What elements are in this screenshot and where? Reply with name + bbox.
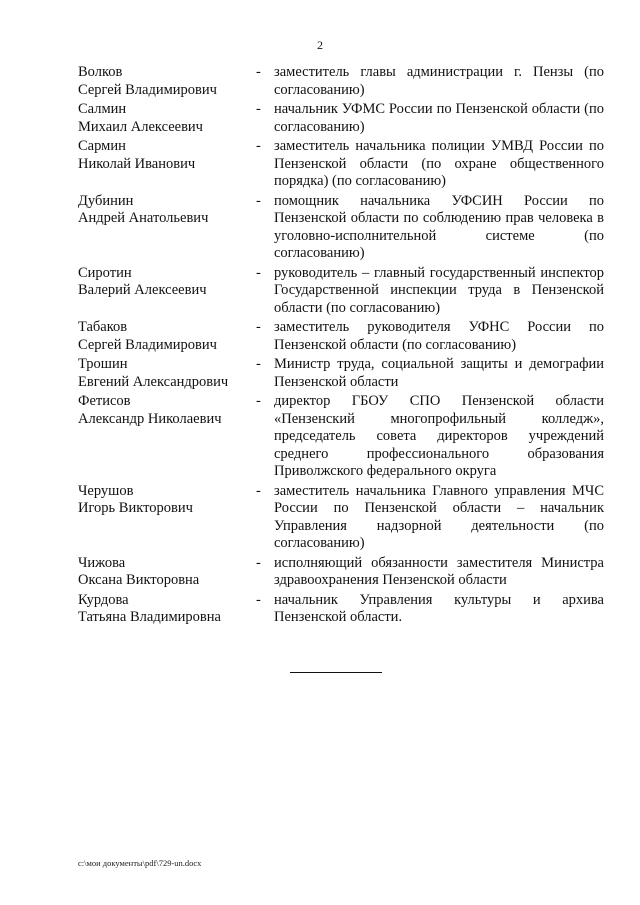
roster-entry	[78, 592, 606, 627]
file-path-footer: c:\мои документы\pdf\729-un.docx	[78, 858, 202, 868]
member-name	[78, 193, 256, 263]
roster-entry	[78, 193, 606, 263]
member-given-names: Михаил Алексеевич	[78, 118, 203, 135]
member-surname: Волков	[78, 64, 123, 80]
member-surname: Курдова	[78, 591, 129, 608]
member-surname: Сиротин	[78, 264, 132, 281]
member-position: начальник УФМС России по Пензенской области (по согласованию)	[274, 101, 604, 135]
separator-dash: -	[256, 101, 261, 117]
member-given-names: Николай Иванович	[78, 155, 196, 172]
separator-dash: -	[256, 482, 261, 499]
separator-dash: -	[256, 64, 261, 80]
member-position: руководитель – главный государственный инспектор Государственной инспекции труда в Пензенской области (по согласованию)	[274, 264, 604, 316]
member-position: заместитель руководителя УФНС России по Пензенской области (по согласованию)	[274, 319, 604, 353]
separator-dash: -	[256, 356, 261, 372]
member-given-names: Татьяна Владимировна	[78, 609, 221, 625]
separator-dash: -	[256, 393, 261, 409]
member-surname: Салмин	[78, 101, 127, 117]
member-position: исполняющий обязанности заместителя Министра здравоохранения Пензенской области	[274, 554, 604, 588]
member-surname: Фетисов	[78, 393, 131, 409]
member-given-names: Валерий Алексеевич	[78, 282, 207, 298]
member-position: заместитель начальника Главного управления МЧС России по Пензенской области – начальник Управления надзорной деятельности (по согласованию)	[274, 482, 604, 551]
separator-dash: -	[256, 264, 261, 281]
roster-entry	[78, 101, 606, 136]
roster-entry	[78, 393, 606, 481]
member-position: заместитель начальника полиции УМВД России по Пензенской области (по охране общественного порядка) (по согласованию)	[274, 138, 604, 189]
member-given-names: Андрей Анатольевич	[78, 210, 209, 226]
member-surname: Трошин	[78, 356, 128, 372]
member-given-names: Игорь Викторович	[78, 500, 193, 516]
member-given-names: Евгений Александрович	[78, 373, 229, 390]
member-name	[78, 356, 256, 391]
page-number: 2	[317, 38, 323, 52]
roster-entry	[78, 64, 606, 99]
member-name	[78, 64, 256, 99]
member-surname: Чижова	[78, 554, 126, 571]
member-position: директор ГБОУ СПО Пензенской области «Пензенский многопрофильный колледж», председатель совета директоров учреждений среднего профессионального образования Приволжского федерального округа	[274, 393, 604, 479]
member-position: начальник Управления культуры и архива Пензенской области.	[274, 591, 604, 625]
member-surname: Черушов	[78, 482, 134, 499]
roster-entry	[78, 356, 606, 391]
member-name	[78, 319, 256, 354]
member-given-names: Александр Николаевич	[78, 410, 222, 427]
roster-entry	[78, 319, 606, 354]
closing-rule	[290, 672, 382, 673]
member-given-names: Оксана Викторовна	[78, 572, 200, 588]
member-surname: Дубинин	[78, 192, 134, 209]
member-given-names: Сергей Владимирович	[78, 81, 217, 98]
separator-dash: -	[256, 319, 261, 335]
member-name	[78, 265, 256, 318]
separator-dash: -	[256, 192, 261, 209]
member-name	[78, 483, 256, 553]
member-name	[78, 592, 256, 627]
separator-dash: -	[256, 138, 261, 154]
member-position: заместитель главы администрации г. Пензы (по согласованию)	[274, 64, 604, 98]
roster-entry	[78, 483, 606, 553]
member-roster	[78, 64, 606, 629]
separator-dash: -	[256, 554, 261, 571]
member-name	[78, 555, 256, 590]
separator-dash: -	[256, 591, 261, 608]
member-position: помощник начальника УФСИН России по Пензенской области по соблюдению прав человека в уголовно-исполнительной системе (по согласованию)	[274, 192, 604, 261]
roster-entry	[78, 555, 606, 590]
roster-entry	[78, 265, 606, 318]
member-surname: Сармин	[78, 138, 126, 154]
roster-entry	[78, 138, 606, 191]
member-name	[78, 138, 256, 191]
member-position: Министр труда, социальной защиты и демографии Пензенской области	[274, 356, 604, 390]
member-surname: Табаков	[78, 319, 128, 335]
member-name	[78, 393, 256, 481]
member-given-names: Сергей Владимирович	[78, 336, 217, 353]
member-name	[78, 101, 256, 136]
